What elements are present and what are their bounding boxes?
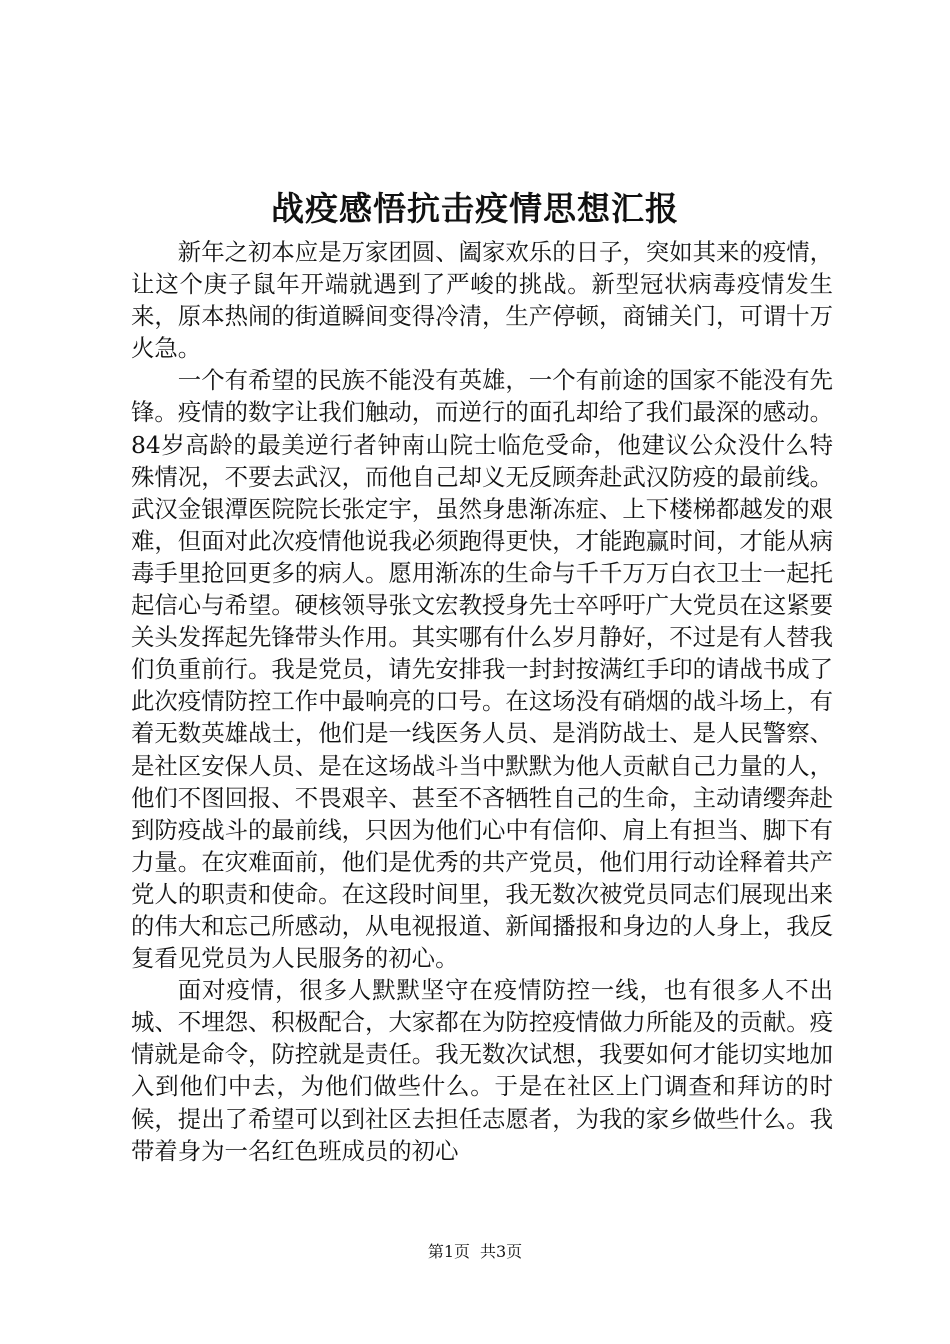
document-title: 战疫感悟抗击疫情思想汇报 bbox=[271, 189, 679, 228]
page-number: 第1页 bbox=[427, 1242, 470, 1261]
document-body bbox=[131, 236, 833, 1167]
paragraph-3: 面对疫情，很多人默默坚守在疫情防控一线，也有很多人不出城、不埋怨、积极配合，大家都在为防控疫情做力所能及的贡献。疫情就是命令，防控就是责任。我无数次试想，我要如何才能切实地加入到他们中去，为他们做些什么。于是在社区上门调查和拜访的时候，提出了希望可以到社区去担任志愿者，为我的家乡做些什么。我带着身为一名红色班成员的初心 bbox=[131, 976, 833, 1165]
paragraph-1: 新年之初本应是万家团圆、阖家欢乐的日子，突如其来的疫情，让这个庚子鼠年开端就遇到了严峻的挑战。新型冠状病毒疫情发生来，原本热闹的街道瞬间变得冷清，生产停顿，商铺关门，可谓十万火急。 bbox=[131, 238, 833, 363]
page-total: 共3页 bbox=[480, 1242, 523, 1261]
paragraph-2: 一个有希望的民族不能没有英雄，一个有前途的国家不能没有先锋。疫情的数字让我们触动，而逆行的面孔却给了我们最深的感动。84岁高龄的最美逆行者钟南山院士临危受命，他建议公众没什么特殊情况，不要去武汉，而他自己却义无反顾奔赴武汉防疫的最前线。武汉金银潭医院院长张定宇，虽然身患渐冻症、上下楼梯都越发的艰难，但面对此次疫情他说我必须跑得更快，才能跑赢时间，才能从病毒手里抢回更多的病人。愿用渐冻的生命与千千万万白衣卫士一起托起信心与希望。硬核领导张文宏教授身先士卒呼吁广大党员在这紧要关头发挥起先锋带头作用。其实哪有什么岁月静好，不过是有人替我们负重前行。我是党员，请先安排我一封封按满红手印的请战书成了此次疫情防控工作中最响亮的口号。在这场没有硝烟的战斗场上，有着无数英雄战士，他们是一线医务人员、是消防战士、是人民警察、是社区安保人员、是在这场战斗当中默默为他人贡献自己力量的人，他们不图回报、不畏艰辛、甚至不吝牺牲自己的生命，主动请缨奔赴到防疫战斗的最前线，只因为他们心中有信仰、肩上有担当、脚下有力量。在灾难面前，他们是优秀的共产党员，他们用行动诠释着共产党人的职责和使命。在这段时间里，我无数次被党员同志们展现出来的伟大和忘己所感动，从电视报道、新闻播报和身边的人身上，我反复看见党员为人民服务的初心。 bbox=[131, 366, 833, 973]
page-footer bbox=[0, 1240, 950, 1264]
